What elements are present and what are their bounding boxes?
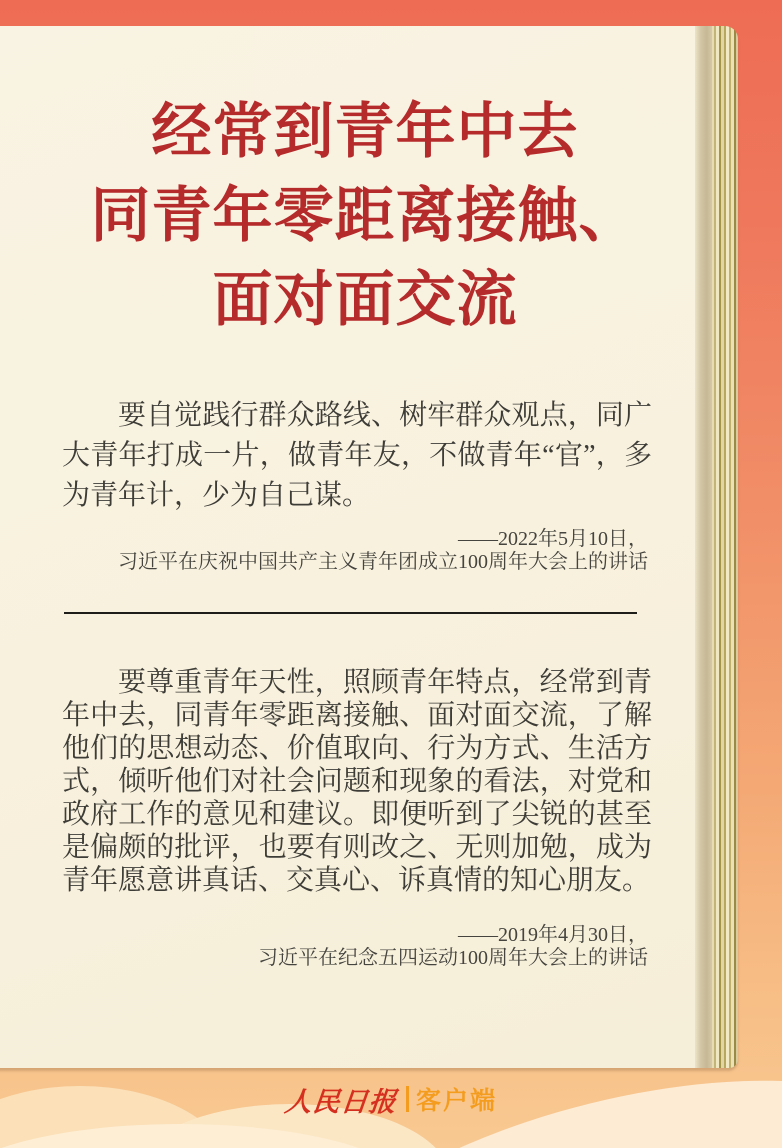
section-divider xyxy=(64,612,637,614)
title-line-3: 面对面交流 xyxy=(212,265,518,335)
poster-title xyxy=(30,90,700,342)
quote-block-2 xyxy=(62,666,652,897)
title-line-2: 同青年零距离接触、 xyxy=(90,181,640,251)
attribution-1 xyxy=(62,528,648,574)
page-edge-stack xyxy=(712,26,738,1068)
quote-block-1 xyxy=(62,396,652,516)
quote-text-1: 要自觉践行群众路线、树牢群众观点，同广大青年打成一片，做青年友，不做青年“官”，多为青年计，少为自己谋。 xyxy=(62,400,652,511)
people-daily-wordmark: 人民日报 xyxy=(283,1086,399,1118)
brand-footer xyxy=(0,1083,782,1118)
title-line-1: 经常到青年中去 xyxy=(151,97,579,167)
quote-text-2: 要尊重青年天性，照顾青年特点，经常到青年中去，同青年零距离接触、面对面交流，了解他们的思想动态、价值取向、行为方式、生活方式，倾听他们对社会问题和现象的看法，对党和政府工作的意见和建议。即便听到了尖锐的甚至是偏颇的批评，也要有则改之、无则加勉，成为青年愿意讲真话、交真心、诉真情的知心朋友。 xyxy=(62,667,652,896)
brand-suffix-label: 客户端 xyxy=(415,1087,497,1115)
attribution-2-date: ——2019年4月30日， xyxy=(458,924,648,946)
attribution-1-source: 习近平在庆祝中国共产主义青年团成立100周年大会上的讲话 xyxy=(118,551,648,573)
attribution-1-date: ——2022年5月10日， xyxy=(458,528,648,550)
attribution-2-source: 习近平在纪念五四运动100周年大会上的讲话 xyxy=(258,947,648,969)
attribution-2 xyxy=(62,924,648,970)
brand-divider-bar xyxy=(406,1086,409,1112)
